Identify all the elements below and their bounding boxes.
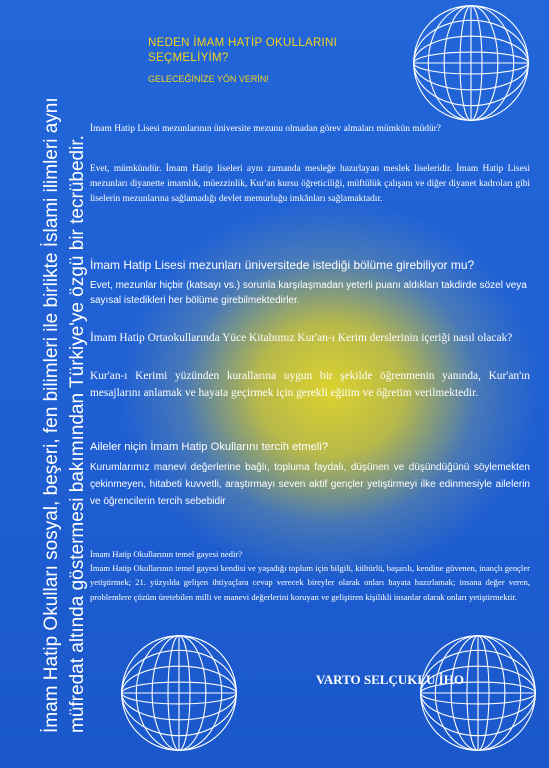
- globe-icon-bottom-left: [118, 632, 240, 754]
- question-5: İmam Hatip Okullarının temel gayesi nedir?: [90, 549, 243, 559]
- answer-2: Evet, mezunlar hiçbir (katsayı vs.) sorunla karşılaşmadan yeterli puanı aldıkları takdirde sözel veya sayısal istedikleri her bölüme girebilmektedirler.: [90, 280, 527, 306]
- globe-icon-bottom-right: [417, 632, 539, 754]
- question-1: İmam Hatip Lisesi mezunlarının üniversite mezunu olmadan görev almaları mümkün müdür?: [90, 124, 441, 134]
- answer-5: İmam Hatip Okullarının temel gayesi kendisi ve yaşadığı toplum için bilgili, kültürlü, başarılı, kendine güvenen, inançlı gençler yetiştirmek; 21. yüzyılda gelişen ihtiyaçlara cevap verecek bireyler olarak onları hayata hazırlamak; insana değer veren, problemlere çözüm üretebilen milli ve manevi değerlerini koruyan ve geliştiren kişilikli insanlar olarak onları yetiştirmektir.: [90, 563, 530, 602]
- school-name: VARTO SELÇUKLU İHO: [316, 672, 464, 687]
- question-2: İmam Hatip Lisesi mezunları üniversitede istediği bölüme girebiliyor mu?: [90, 258, 475, 272]
- header-title-line-2: SEÇMELİYİM?: [148, 52, 229, 64]
- vertical-slogan-line-1: İmam Hatip Okulları sosyal, beşeri, fen bilimleri ile birlikte İslami ilimleri aynı: [41, 97, 62, 733]
- answer-4: Kurumlarımız manevi değerlerine bağlı, topluma faydalı, düşünen ve düşündüğünü söylemekten çekinmeyen, hitabeti kuvvetli, araştırmayı seven aktif gençler yetiştirmeyi ilke edinmesiyle ailelerin ve öğrencilerin tercih sebebidir: [90, 462, 530, 507]
- header: [148, 36, 408, 84]
- question-4: Aileler niçin İmam Hatip Okullarını tercih etmeli?: [90, 441, 329, 453]
- question-3: İmam Hatip Ortaokullarında Yüce Kitabımız Kur'an-ı Kerim derslerinin içeriği nasıl olacak?: [90, 332, 513, 344]
- globe-icon-top-right: [410, 2, 532, 124]
- answer-3: Kur'an-ı Kerimi yüzünden kurallarına uygun bir şekilde öğrenmenin yanında, Kur'an'ın mesajlarını anlamak ve hayata geçirmek için gerekli eğitim ve öğretim verilmektedir.: [90, 370, 530, 399]
- answer-1: Evet, mümkündür. İmam Hatip liseleri aynı zamanda mesleğe hazırlayan meslek liseleridir. İmam Hatip Lisesi mezunları diyanette imamlık, müezzinlik, Kur'an kursu öğreticiliği, müftülük çalışanı ve diğer diyanet kadroları gibi liselerin mezunlarına sağlamadığı devlet memurluğu imkânları sağlamaktadır.: [90, 164, 530, 204]
- header-subtitle: GELECEĞİNİZE YÖN VERİN!: [148, 74, 269, 84]
- vertical-slogan-line-2: müfredat altında göstermesi bakımından Türkiye'ye özgü bir tecrübedir.: [67, 135, 88, 733]
- header-title-line-1: NEDEN İMAM HATİP OKULLARINI: [148, 37, 338, 49]
